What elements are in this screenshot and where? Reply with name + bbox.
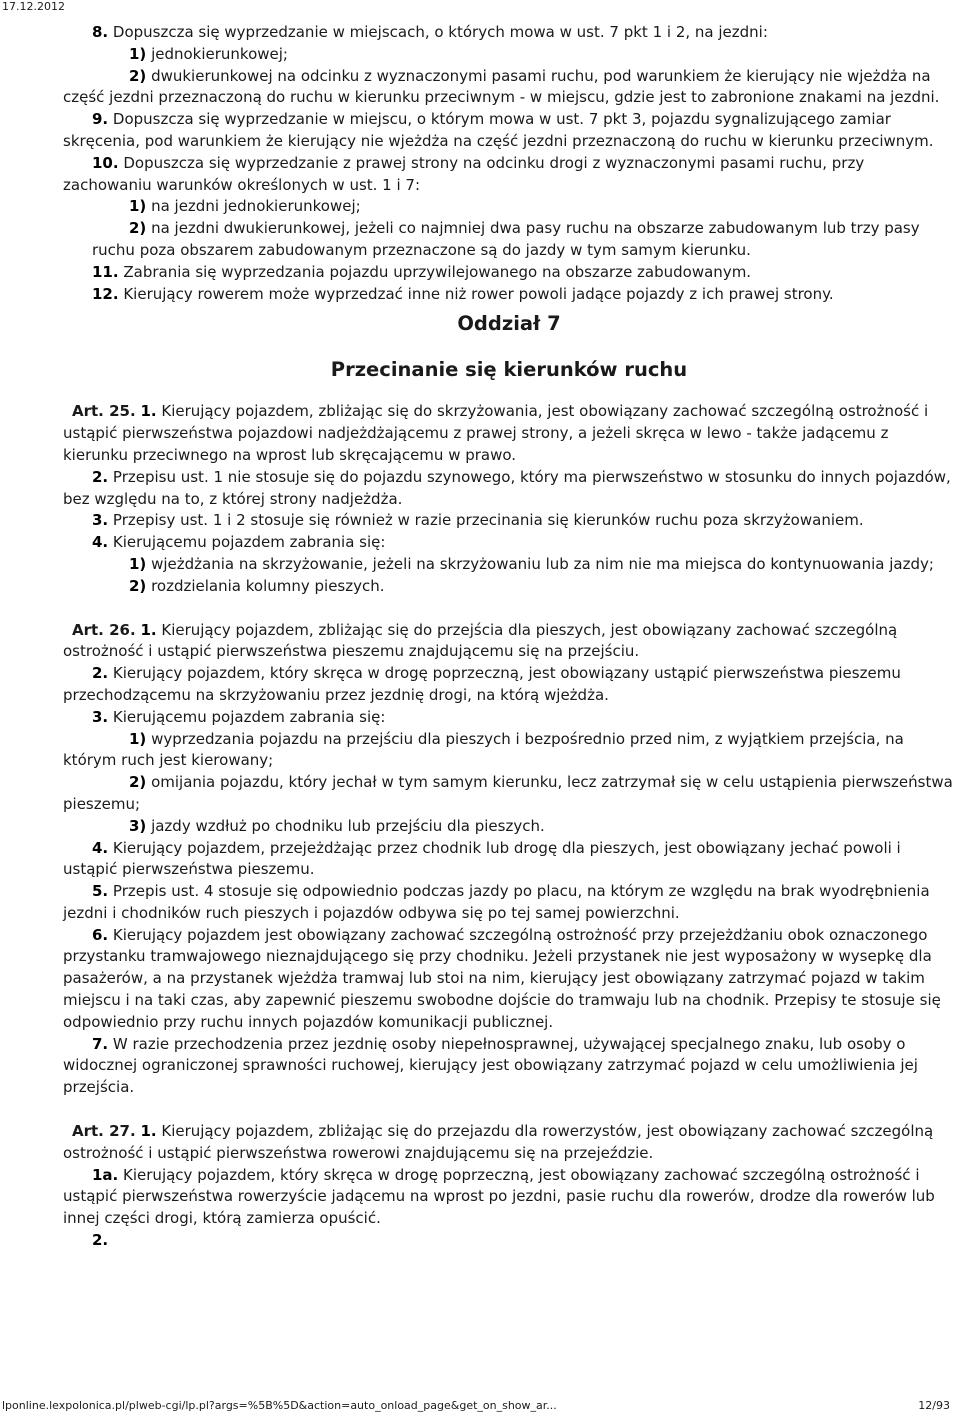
item-text: dwukierunkowej na odcinku z wyznaczonymi pasami ruchu, pod warunkiem że kierujący nie wjeżdża na część jezdni przeznaczoną do ruchu w kierunku przeciwnym - w miejscu, gdzie jest to zabronione znakami na jezdni. [63, 66, 940, 107]
chapter-heading: Przecinanie się kierunków ruchu [330, 358, 688, 382]
paragraph-text: Dopuszcza się wyprzedzanie w miejscach, o których mowa w ust. 7 pkt 1 i 2, na jezdni: [108, 23, 768, 41]
article-26-paragraph-2 [63, 663, 955, 707]
paragraph-text: Kierujący pojazdem, zbliżając się do przejazdu dla rowerzystów, jest obowiązany zachować szczególną ostrożność i ustąpić pierwszeństwa rowerowi znajdującemu się na przejeździe. [63, 1122, 934, 1162]
list-item [63, 772, 955, 816]
print-page-number: 12/93 [918, 1399, 950, 1412]
article-26-paragraph-4 [63, 838, 955, 882]
paragraph-10 [63, 153, 955, 197]
list-item [63, 729, 955, 773]
section-heading: Oddział 7 [457, 312, 561, 336]
article-26-paragraph-6 [63, 925, 955, 1034]
paragraph-number: 9. [92, 110, 109, 129]
item-text: wyprzedzania pojazdu na przejściu dla pieszych i bezpośrednio przed nim, z wyjątkiem przejścia, na którym ruch jest kierowany; [63, 729, 904, 770]
item-number: 1) [129, 197, 147, 216]
article-26-paragraph-3 [63, 707, 955, 729]
item-text: jednokierunkowej; [146, 44, 288, 63]
paragraph-8 [63, 22, 955, 44]
paragraph-9 [63, 109, 955, 153]
item-number: 2) [129, 66, 147, 85]
print-footer-url: lponline.lexpolonica.pl/plweb-cgi/lp.pl?args=%5B%5D&action=auto_onload_page&get_on_show_ar... [2, 1399, 557, 1412]
paragraph-number: 7. [92, 1034, 109, 1053]
paragraph-number: 1. [140, 1122, 157, 1141]
paragraph-text: Dopuszcza się wyprzedzanie w miejscu, o którym mowa w ust. 7 pkt 3, pojazdu sygnalizującego zamiar skręcenia, pod warunkiem że kierujący nie wjeżdża na część jezdni przeznaczoną do ruchu w kierunku przeciwnym. [63, 110, 934, 150]
paragraph-text: Kierujący rowerem może wyprzedzać inne niż rower powoli jadące pojazdy z ich prawej strony. [118, 284, 834, 303]
item-number: 2) [129, 219, 147, 238]
article-26-paragraph-7 [63, 1034, 955, 1099]
paragraph-text: Kierujący pojazdem, zbliżając się do przejścia dla pieszych, jest obowiązany zachować szczególną ostrożność i ustąpić pierwszeństwa pieszemu znajdującemu się na przejściu. [63, 620, 898, 661]
item-text: rozdzielania kolumny pieszych. [146, 576, 385, 595]
item-number: 1) [129, 44, 147, 63]
paragraph-text: Kierujący pojazdem jest obowiązany zachować szczególną ostrożność przy przejeżdżaniu obok oznaczonego przystanku tramwajowego nieznajdującego się przy chodniku. Jeżeli przystanek nie jest wyposażony w wysepkę dla pasażerów, a na przystanek wjeżdża tramwaj lub stoi na nim, kierujący jest obowiązany zatrzymać pojazd w takim miejscu i na taki czas, aby zapewnić pieszemu swobodne dojście do tramwaju lub na chodnik. Przepisy te stosuje się odpowiednio przy ruchu innych pojazdów komunikacji publicznej. [63, 925, 941, 1031]
item-number: 1) [129, 729, 147, 748]
list-item [63, 44, 955, 66]
paragraph-number: 8. [92, 23, 109, 41]
paragraph-number: 3. [92, 511, 109, 530]
paragraph-text: Kierujący pojazdem, który skręca w drogę poprzeczną, jest obowiązany zachować szczególną ostrożność i ustąpić pierwszeństwa rowerzyście jadącemu na wprost po jezdni, pasie ruchu dla rowerów, drodze dla rowerów lub innej części drogi, którą zamierza opuścić. [63, 1165, 935, 1228]
paragraph-text: Kierującemu pojazdem zabrania się: [108, 533, 386, 552]
paragraph-text: W razie przechodzenia przez jezdnię osoby niepełnosprawnej, używającej specjalnego znaku, lub osoby o widocznej ograniczonej sprawności ruchowej, kierujący jest obowiązany zatrzymać pojazd w celu umożliwienia jej przejścia. [63, 1034, 918, 1097]
list-item [63, 554, 955, 576]
paragraph-text: Kierujący pojazdem, który skręca w drogę poprzeczną, jest obowiązany ustąpić pierwszeństwa pieszemu przechodzącemu na skrzyżowaniu przez jezdnię drogi, na którą wjeżdża. [63, 664, 901, 704]
paragraph-number: 3. [92, 707, 109, 726]
item-text: na jezdni jednokierunkowej; [146, 197, 361, 216]
paragraph-number: 10. [92, 153, 119, 172]
paragraph-number: 1a. [92, 1165, 119, 1184]
list-item [63, 576, 955, 598]
spacer [63, 598, 955, 620]
article-26-paragraph-1 [63, 620, 955, 664]
print-date: 17.12.2012 [2, 0, 65, 13]
item-number: 2) [129, 773, 147, 792]
paragraph-text: Dopuszcza się wyprzedzanie z prawej strony na odcinku drogi z wyznaczonymi pasami ruchu, przy zachowaniu warunków określonych w ust. 1 i 7: [63, 153, 865, 194]
paragraph-number: 2. [92, 664, 109, 683]
article-25-paragraph-1 [63, 401, 955, 466]
list-item [63, 66, 955, 110]
article-25-paragraph-3 [63, 510, 955, 532]
list-item [63, 816, 955, 838]
paragraph-number: 2. [92, 1231, 109, 1250]
paragraph-number: 1. [140, 620, 157, 639]
paragraph-12 [63, 284, 955, 306]
paragraph-number: 1. [140, 402, 157, 421]
article-26-paragraph-5 [63, 881, 955, 925]
item-text: na jezdni dwukierunkowej, jeżeli co najmniej dwa pasy ruchu na obszarze zabudowanym lub trzy pasy ruchu poza obszarem zabudowanym przeznaczone są do jazdy w tym samym kierunku. [92, 219, 920, 259]
item-text: jazdy wzdłuż po chodniku lub przejściu dla pieszych. [146, 816, 545, 835]
paragraph-text: Kierujący pojazdem, zbliżając się do skrzyżowania, jest obowiązany zachować szczególną ostrożność i ustąpić pierwszeństwa pojazdowi nadjeżdżającemu z prawej strony, a jeżeli skręca w lewo - także jadącemu z kierunku przeciwnego na wprost lub skręcającemu w prawo. [63, 402, 929, 464]
article-25-paragraph-2 [63, 467, 955, 511]
article-label: Art. 27. [72, 1122, 136, 1141]
item-number: 3) [129, 816, 147, 835]
paragraph-number: 4. [92, 838, 109, 857]
paragraph-text: Przepisy ust. 1 i 2 stosuje się również w razie przecinania się kierunków ruchu poza skrzyżowaniem. [108, 511, 864, 530]
paragraph-text: Kierujący pojazdem, przejeżdżając przez chodnik lub drogę dla pieszych, jest obowiązany jechać powoli i ustąpić pierwszeństwa pieszemu. [63, 838, 901, 879]
paragraph-text: Przepis ust. 4 stosuje się odpowiednio podczas jazdy po placu, na którym ze względu na brak wyodrębnienia jezdni i chodników ruch pieszych i pojazdów odbywa się po tej samej powierzchni. [63, 882, 930, 922]
document-body [63, 22, 955, 1252]
paragraph-text: Kierującemu pojazdem zabrania się: [108, 707, 386, 726]
article-27-paragraph-2 [63, 1230, 955, 1252]
item-text: omijania pojazdu, który jechał w tym samym kierunku, lecz zatrzymał się w celu ustąpienia pierwszeństwa pieszemu; [63, 773, 953, 813]
paragraph-number: 6. [92, 925, 109, 944]
paragraph-text: Zabrania się wyprzedzania pojazdu uprzywilejowanego na obszarze zabudowanym. [118, 262, 752, 281]
paragraph-number: 4. [92, 533, 109, 552]
list-item [63, 196, 955, 218]
paragraph-text: Przepisu ust. 1 nie stosuje się do pojazdu szynowego, który ma pierwszeństwo w stosunku do innych pojazdów, bez względu na to, z której strony nadjeżdża. [63, 467, 951, 508]
spacer [63, 1099, 955, 1121]
article-label: Art. 26. [72, 620, 136, 639]
article-27-paragraph-1 [63, 1121, 955, 1165]
paragraph-number: 12. [92, 284, 119, 303]
paragraph-number: 5. [92, 882, 109, 901]
item-number: 1) [129, 554, 147, 573]
paragraph-11 [63, 262, 955, 284]
article-27-paragraph-1a [63, 1165, 955, 1230]
item-number: 2) [129, 576, 147, 595]
item-text: wjeżdżania na skrzyżowanie, jeżeli na skrzyżowaniu lub za nim nie ma miejsca do kontynuowania jazdy; [146, 554, 934, 573]
article-25-paragraph-4 [63, 532, 955, 554]
paragraph-number: 11. [92, 262, 119, 281]
article-label: Art. 25. [72, 402, 136, 421]
paragraph-number: 2. [92, 467, 109, 486]
list-item [63, 218, 955, 262]
